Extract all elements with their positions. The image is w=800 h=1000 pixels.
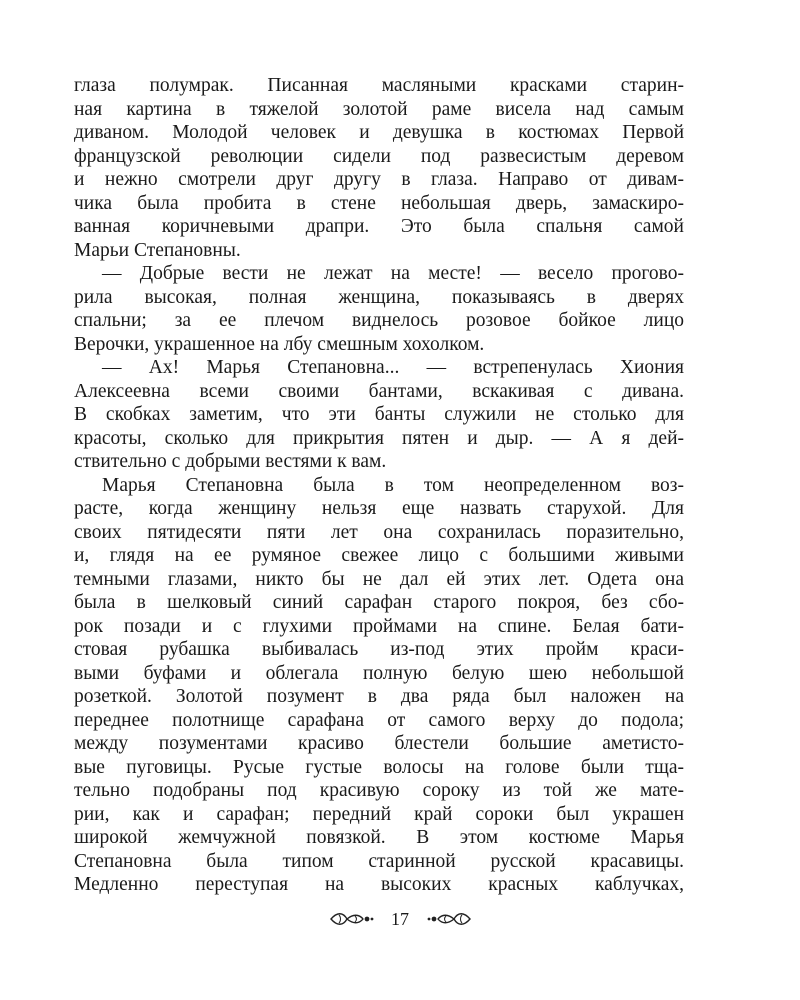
- text-line: выми буфами и облегала полную белую шею небольшой: [74, 662, 684, 684]
- text-line: Степановна была типом старинной русской красавицы.: [74, 850, 684, 872]
- text-line: ная картина в тяжелой золотой раме висела над самым: [74, 98, 684, 120]
- text-line: расте, когда женщину нельзя еще назвать старухой. Для: [74, 498, 684, 519]
- text-line: чика была пробита в стене небольшая дверь, замаскиро-: [74, 192, 684, 214]
- floral-ornament-icon: [329, 911, 375, 927]
- floral-ornament-icon: [426, 911, 472, 927]
- text-line: рила высокая, полная женщина, показываясь в дверях: [74, 286, 684, 308]
- text-line: Марьи Степановны.: [74, 239, 241, 261]
- text-line: между позументами красиво блестели большие аметисто-: [74, 733, 684, 754]
- text-line: Медленно переступая на высоких красных каблучках,: [74, 874, 684, 895]
- text-line: темными глазами, никто бы не дал ей этих лет. Одета она: [74, 568, 684, 590]
- text-line: стовая рубашка выбивалась из-под этих пройм краси-: [74, 639, 684, 660]
- page-footer: [0, 905, 800, 931]
- text-line: рии, как и сарафан; передний край сороки был украшен: [74, 803, 684, 825]
- text-line: и нежно смотрели друг другу в глаза. Направо от дивам-: [74, 169, 684, 190]
- text-line: переднее полотнище сарафана от самого верху до подола;: [74, 709, 684, 731]
- text-line: — Добрые вести не лежат на месте! — весело прогово-: [102, 263, 684, 284]
- text-line: — Ах! Марья Степановна... — встрепенулась Хиония: [102, 357, 684, 378]
- text-line: спальни; за ее плечом виднелось розовое бойкое лицо: [74, 310, 684, 331]
- text-line: красоты, сколько для прикрытия пятен и дыр. — А я дей-: [74, 427, 684, 449]
- text-line: В скобках заметим, что эти банты служили не столько для: [74, 404, 684, 425]
- text-line: диваном. Молодой человек и девушка в костюмах Первой: [74, 122, 684, 143]
- text-line: своих пятидесяти пяти лет она сохранилась поразительно,: [74, 521, 684, 543]
- text-line: и, глядя на ее румяное свежее лицо с большими живыми: [74, 545, 684, 566]
- text-line: ванная коричневыми драпри. Это была спальня самой: [74, 216, 684, 237]
- text-line: тельно подобраны под красивую сороку из той же матe-: [74, 780, 684, 801]
- text-line: Верочки, украшенное на лбу смешным хохолком.: [74, 333, 485, 355]
- text-line: Алексеевна всеми своими бантами, вскакивая с дивана.: [74, 380, 684, 402]
- text-line: глаза полумрак. Писанная масляными красками старин-: [74, 75, 684, 96]
- text-line: рок позади и с глухими проймами на спине. Белая бати-: [74, 615, 684, 637]
- text-line: французской революции сидели под развесистым деревом: [74, 145, 684, 167]
- text-line: широкой жемчужной повязкой. В этом костюме Марья: [74, 827, 684, 848]
- text-line: ствительно с добрыми вестями к вам.: [74, 451, 387, 472]
- text-line: была в шелковый синий сарафан старого покроя, без сбо-: [74, 592, 684, 613]
- text-line: розеткой. Золотой позумент в два ряда был наложен на: [74, 686, 684, 707]
- text-line: вые пуговицы. Русые густые волосы на голове были тща-: [74, 756, 684, 778]
- page-body: [74, 74, 684, 894]
- text-line: Марья Степановна была в том неопределенном воз-: [102, 474, 684, 496]
- page-number: 17: [391, 908, 409, 929]
